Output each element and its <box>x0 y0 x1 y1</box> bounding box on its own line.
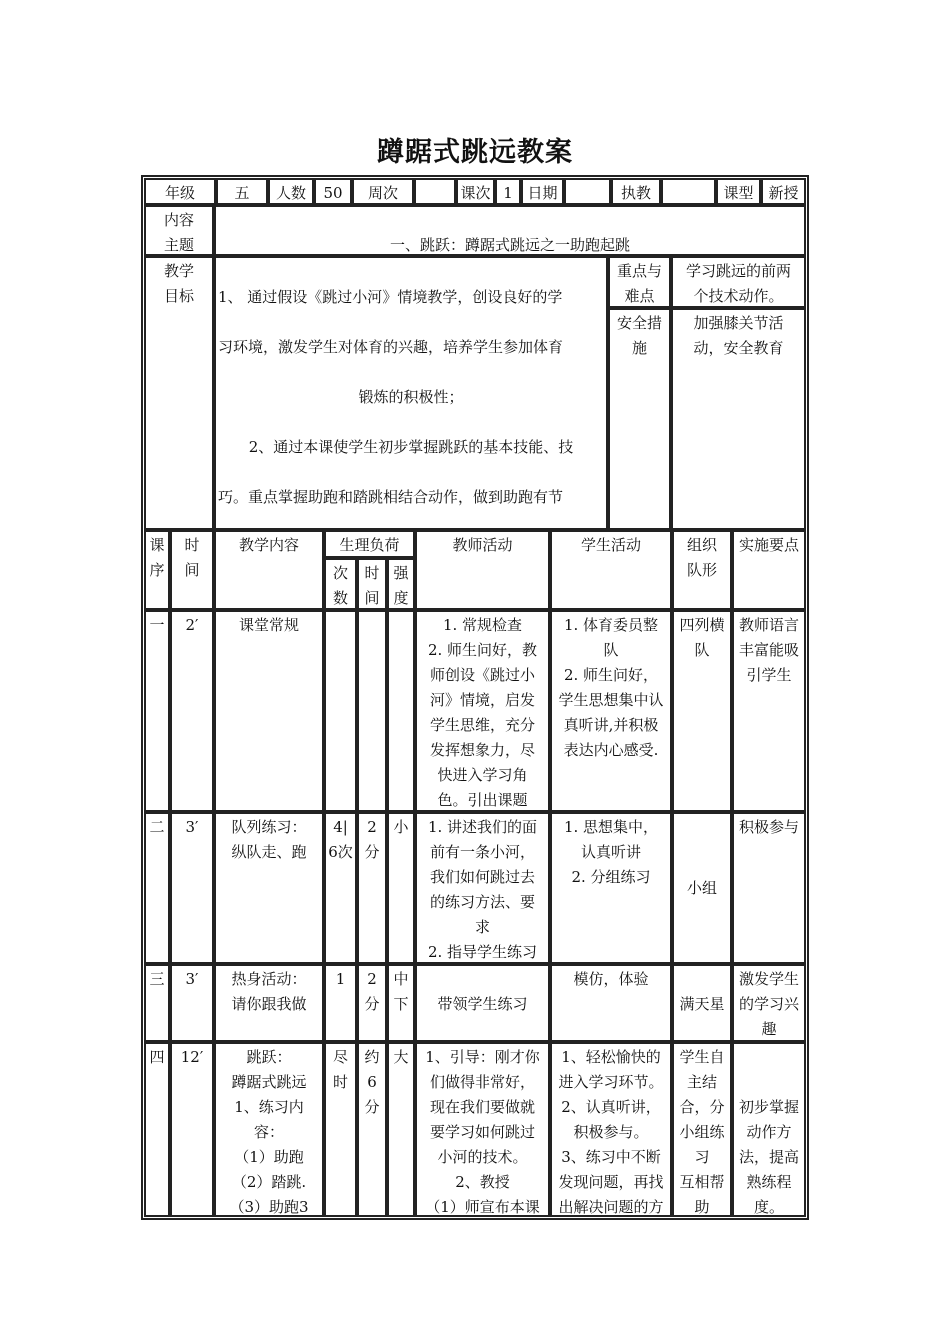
col-formation-header: 组织 队形 <box>672 530 732 610</box>
row4-order: 四 <box>144 1042 170 1217</box>
row3-time: 3′ <box>170 964 214 1042</box>
row2-intensity: 小 <box>387 812 415 964</box>
row3-formation: 满天星 <box>672 964 732 1042</box>
grade-value: 五 <box>216 178 268 205</box>
goal-line: 习环境，激发学生对体育的兴趣，培养学生参加体育 <box>218 338 564 356</box>
row2-count: 4| 6次 <box>324 812 357 964</box>
row4-time: 12′ <box>170 1042 214 1217</box>
goal-line: 锻炼的积极性； <box>358 388 464 406</box>
col-teacher-header: 教师活动 <box>415 530 550 610</box>
row4-student: 1、轻松愉快的 进入学习环节。 2、认真听讲， 积极参与。 3、练习中不断 发现问题，再找 出解决问题的方 <box>550 1042 672 1217</box>
goal-line: 巧。重点掌握助跑和踏跳相结合动作，做到助跑有节 <box>218 488 564 506</box>
type-label: 课型 <box>716 178 761 205</box>
theme-line-1: 一、跳跃：蹲踞式跳远之一助跑起跳 <box>389 236 630 254</box>
row3-count: 1 <box>324 964 357 1042</box>
theme-label: 内容 主题 <box>144 205 214 256</box>
goals-content <box>214 256 608 530</box>
row4-points: 初步掌握 动作方 法，提高 熟练程 度。 <box>732 1042 806 1217</box>
row3-points: 激发学生 的学习兴 趣 <box>732 964 806 1042</box>
key-points-value: 学习跳远的前两 个技术动作。 <box>671 256 806 308</box>
col-load-header: 生理负荷 <box>324 530 415 558</box>
key-points-label: 重点与 难点 <box>608 256 671 308</box>
row2-teacher: 1. 讲述我们的面 前有一条小河， 我们如何跳过去 的练习方法、要 求 2. 指导学生练习 <box>415 812 550 964</box>
row3-content: 热身活动： 请你跟我做 <box>214 964 324 1042</box>
row2-order: 二 <box>144 812 170 964</box>
col-points-header: 实施要点 <box>732 530 806 610</box>
week-label: 周次 <box>352 178 414 205</box>
col-time-header: 时 间 <box>170 530 214 610</box>
row4-intensity: 大 <box>387 1042 415 1217</box>
row2-time: 3′ <box>170 812 214 964</box>
row1-duration <box>357 610 387 812</box>
row1-count <box>324 610 357 812</box>
col-content-header: 教学内容 <box>214 530 324 610</box>
row2-duration: 2 分 <box>357 812 387 964</box>
teacher-value <box>661 178 716 205</box>
safety-value: 加强膝关节活 动，安全教育 <box>671 308 806 530</box>
safety-label: 安全措 施 <box>608 308 671 530</box>
row3-teacher: 带领学生练习 <box>415 964 550 1042</box>
row3-duration: 2 分 <box>357 964 387 1042</box>
lesson-value: 1 <box>495 178 521 205</box>
row3-order: 三 <box>144 964 170 1042</box>
row2-student: 1. 思想集中， 认真听讲 2. 分组练习 <box>550 812 672 964</box>
row4-teacher: 1、引导：刚才你 们做得非常好， 现在我们要做就 要学习如何跳过 小河的技术。 2、教授 （1）师宣布本课 <box>415 1042 550 1217</box>
row3-intensity: 中 下 <box>387 964 415 1042</box>
row2-points: 积极参与 <box>732 812 806 964</box>
goals-label: 教学 目标 <box>144 256 214 530</box>
row1-points: 教师语言 丰富能吸 引学生 <box>732 610 806 812</box>
col-student-header: 学生活动 <box>550 530 672 610</box>
goal-line: 1、 通过假设《跳过小河》情境教学，创设良好的学 <box>218 288 563 306</box>
row1-time: 2′ <box>170 610 214 812</box>
people-value: 50 <box>314 178 352 205</box>
date-label: 日期 <box>521 178 564 205</box>
row1-teacher: 1. 常规检查 2. 师生问好，教 师创设《跳过小 河》情境，启发 学生思维，充分 发挥想象力，尽 快进入学习角 色。引出课题 <box>415 610 550 812</box>
row4-content: 跳跃： 蹲踞式跳远 1、练习内 容： （1）助跑 （2）踏跳. （3）助跑3 <box>214 1042 324 1217</box>
col-count-header: 次 数 <box>324 558 357 610</box>
row1-content: 课堂常规 <box>214 610 324 812</box>
people-label: 人数 <box>268 178 314 205</box>
row1-order: 一 <box>144 610 170 812</box>
row1-intensity <box>387 610 415 812</box>
row3-student: 模仿，体验 <box>550 964 672 1042</box>
lesson-label: 课次 <box>456 178 495 205</box>
row4-count: 尽 时 <box>324 1042 357 1217</box>
grade-label: 年级 <box>144 178 216 205</box>
row4-formation: 学生自 主结 合，分 小组练 习 互相帮 助 <box>672 1042 732 1217</box>
row1-student: 1. 体育委员整 队 2. 师生问好， 学生思想集中认 真听讲,并积极 表达内心感受. <box>550 610 672 812</box>
week-value <box>414 178 456 205</box>
col-duration-header: 时 间 <box>357 558 387 610</box>
goal-line: 2、通过本课使学生初步掌握跳跃的基本技能、技 <box>248 438 574 456</box>
row4-duration: 约 6 分 <box>357 1042 387 1217</box>
row2-formation: 小组 <box>672 812 732 964</box>
row1-formation: 四列横 队 <box>672 610 732 812</box>
theme-content <box>214 205 806 256</box>
col-order-header: 课 序 <box>144 530 170 610</box>
col-intensity-header: 强 度 <box>387 558 415 610</box>
type-value: 新授 <box>761 178 806 205</box>
page-title: 蹲踞式跳远教案 <box>377 137 573 168</box>
date-value <box>564 178 611 205</box>
row2-content: 队列练习： 纵队走、跑 <box>214 812 324 964</box>
teacher-label: 执教 <box>611 178 661 205</box>
